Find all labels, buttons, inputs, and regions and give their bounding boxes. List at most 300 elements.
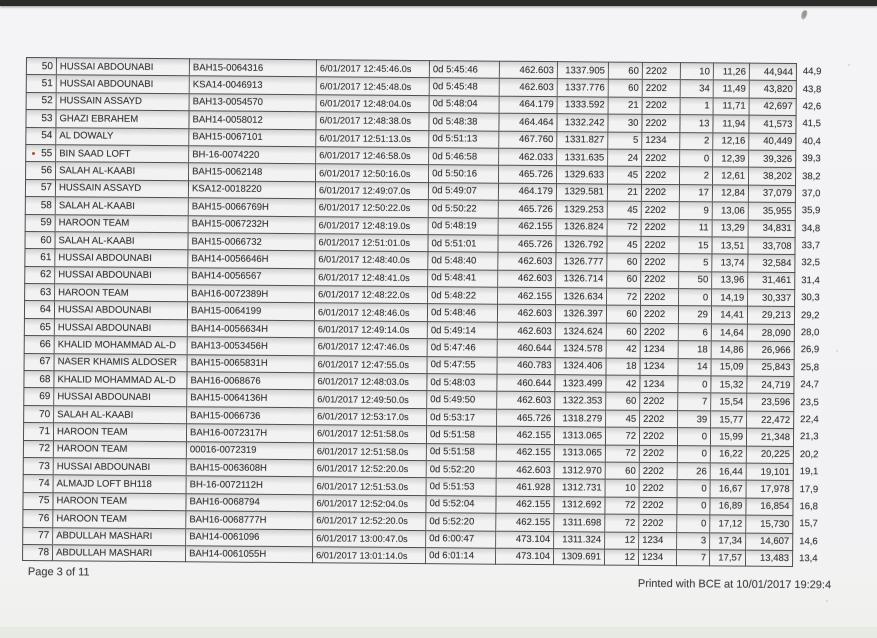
table-cell-num-1: 45 bbox=[608, 166, 642, 184]
table-cell-date-time: 6/01/2017 12:48:03.0s bbox=[314, 372, 427, 390]
table-cell-distance-2: 1326.714 bbox=[556, 270, 607, 288]
table-cell-num-4-clipped: 24,7 bbox=[800, 379, 819, 391]
table-cell-distance-1: 465.726 bbox=[498, 235, 556, 253]
table-cell-fly-time: 0d 5:48:46 bbox=[428, 304, 498, 322]
table-cell-row-no: 75 bbox=[22, 492, 53, 510]
table-cell-num-2: 0 bbox=[678, 480, 711, 498]
table-cell-row-no: 50 bbox=[26, 57, 57, 75]
table-cell-row-no: 74 bbox=[23, 474, 54, 492]
table-cell-distance-1: 460.783 bbox=[498, 356, 556, 374]
table-cell-num-4-clipped: 38,2 bbox=[802, 170, 821, 182]
dust-speck bbox=[800, 9, 809, 20]
table-cell-num-2: 10 bbox=[681, 62, 714, 80]
table-cell-date-time: 6/01/2017 12:48:19.0s bbox=[316, 216, 429, 234]
table-cell-num-3: 14,19 bbox=[712, 288, 748, 306]
table-cell-distance-1: 465.726 bbox=[499, 165, 557, 183]
table-cell-num-1: 18 bbox=[607, 357, 641, 375]
table-cell-fly-time: 0d 6:01:14 bbox=[426, 547, 496, 565]
table-cell-num-2: 1 bbox=[681, 97, 714, 115]
table-cell-band-id: BAH15-0066736 bbox=[187, 406, 314, 424]
table-cell-num-2: 11 bbox=[680, 219, 713, 237]
table-cell-num-4-clipped: 42,6 bbox=[802, 101, 822, 113]
table-cell-distance-2: 1333.592 bbox=[558, 96, 609, 114]
table-cell-fly-time: 0d 5:47:46 bbox=[428, 338, 498, 356]
table-cell-num-3: 11,49 bbox=[714, 80, 750, 98]
table-cell-fly-time: 0d 5:50:22 bbox=[429, 199, 499, 217]
table-cell-distance-1: 467.760 bbox=[499, 130, 557, 148]
table-cell-distance-1: 462.155 bbox=[497, 426, 555, 444]
table-cell-num-4: 21,348 bbox=[747, 428, 794, 446]
table-cell-band-id: BAH13-0054570 bbox=[190, 93, 317, 111]
table-cell-num-1: 21 bbox=[608, 183, 642, 201]
table-cell-date-time: 6/01/2017 12:48:46.0s bbox=[315, 303, 428, 321]
scanned-page bbox=[22, 57, 877, 592]
table-cell-num-4: 19,101 bbox=[747, 463, 794, 481]
table-cell-name: SALAH AL-KAABI bbox=[56, 162, 189, 180]
table-cell-date-time: 6/01/2017 12:53:17.0s bbox=[314, 407, 427, 425]
table-cell-num-2: 29 bbox=[679, 306, 712, 324]
table-cell-distance-2: 1326.792 bbox=[556, 235, 607, 253]
table-cell-date-time: 6/01/2017 12:45:48.0s bbox=[317, 77, 430, 95]
table-cell-code: 2202 bbox=[643, 79, 681, 97]
table-cell-fly-time: 0d 5:48:41 bbox=[428, 269, 498, 287]
table-cell-num-4-clipped: 13,4 bbox=[799, 553, 818, 565]
table-cell-row-no: 59 bbox=[25, 214, 56, 232]
table-cell-fly-time: 0d 5:52:04 bbox=[426, 495, 496, 513]
table-cell-distance-2: 1331.635 bbox=[557, 148, 608, 166]
table-cell-fly-time: 0d 5:48:04 bbox=[430, 95, 500, 113]
table-cell-code: 2202 bbox=[639, 497, 677, 515]
table-cell-band-id: BAH14-0061096 bbox=[186, 528, 313, 546]
table-cell-num-4: 20,225 bbox=[747, 445, 794, 463]
table-cell-num-4-clipped: 33,7 bbox=[801, 240, 821, 252]
table-cell-fly-time: 0d 5:48:19 bbox=[429, 217, 499, 235]
table-cell-row-no: 58 bbox=[25, 196, 56, 214]
table-cell-num-2: 2 bbox=[680, 132, 713, 150]
table-cell-num-1: 42 bbox=[606, 375, 640, 393]
table-cell-date-time: 6/01/2017 12:45:46.0s bbox=[317, 59, 430, 77]
table-cell-name: HAROON TEAM bbox=[54, 440, 187, 458]
table-cell-name: KHALID MOHAMMAD AL-D bbox=[54, 370, 187, 388]
table-cell-num-4: 37,079 bbox=[749, 184, 796, 202]
table-cell-name: HUSSAIN ASSAYD bbox=[57, 92, 190, 110]
table-cell-num-3: 13,29 bbox=[713, 219, 749, 237]
table-cell-num-1: 60 bbox=[607, 322, 641, 340]
table-cell-band-id: BAH16-0068794 bbox=[186, 493, 313, 511]
table-cell-num-4: 29,213 bbox=[748, 306, 795, 324]
table-cell-fly-time: 0d 5:48:40 bbox=[428, 251, 498, 269]
table-cell-distance-2: 1329.633 bbox=[557, 166, 608, 184]
table-cell-num-4-clipped: 15,7 bbox=[799, 518, 818, 530]
table-cell-band-id: BAH15-0066769H bbox=[189, 197, 316, 215]
table-cell-distance-2: 1324.578 bbox=[556, 339, 607, 357]
table-cell-date-time: 6/01/2017 12:47:46.0s bbox=[315, 338, 428, 356]
table-cell-num-1: 12 bbox=[605, 549, 639, 567]
table-cell-date-time: 6/01/2017 13:00:47.0s bbox=[313, 529, 426, 547]
table-cell-num-4: 41,573 bbox=[749, 115, 796, 133]
table-cell-row-no: 66 bbox=[24, 335, 55, 353]
table-cell-num-4: 33,708 bbox=[748, 237, 795, 255]
table-cell-row-no: 77 bbox=[22, 527, 53, 545]
table-cell-num-4: 15,730 bbox=[746, 515, 793, 533]
results-table bbox=[22, 57, 877, 568]
table-cell-num-4-clipped: 40,4 bbox=[802, 135, 821, 147]
table-cell-num-1: 72 bbox=[606, 427, 640, 445]
table-cell-date-time: 6/01/2017 12:51:53.0s bbox=[314, 477, 427, 495]
table-cell-row-no: 55 bbox=[25, 144, 56, 162]
table-cell-num-3: 11,94 bbox=[713, 115, 749, 133]
table-cell-num-4: 30,337 bbox=[748, 289, 795, 307]
table-cell-date-time: 6/01/2017 12:49:50.0s bbox=[314, 390, 427, 408]
table-cell-distance-2: 1326.634 bbox=[556, 287, 607, 305]
table-cell-fly-time: 0d 5:49:14 bbox=[428, 321, 498, 339]
table-cell-date-time: 6/01/2017 12:48:40.0s bbox=[315, 251, 428, 269]
table-cell-name: HUSSAIN ASSAYD bbox=[56, 179, 189, 197]
table-cell-fly-time: 0d 5:47:55 bbox=[428, 356, 498, 374]
table-cell-num-3: 11,71 bbox=[714, 97, 750, 115]
table-cell-num-3: 16,89 bbox=[710, 497, 746, 515]
table-cell-distance-1: 462.603 bbox=[498, 252, 556, 270]
table-cell-num-2: 0 bbox=[678, 427, 711, 445]
table-cell-num-4: 26,966 bbox=[748, 341, 795, 359]
table-cell-code: 2202 bbox=[641, 253, 679, 271]
table-cell-fly-time: 0d 5:53:17 bbox=[427, 408, 497, 426]
table-cell-num-1: 10 bbox=[606, 479, 640, 497]
table-cell-num-1: 60 bbox=[609, 62, 643, 80]
table-cell-name: BIN SAAD LOFT bbox=[56, 144, 189, 162]
table-cell-num-4: 17,978 bbox=[747, 480, 794, 498]
table-cell-fly-time: 0d 5:49:07 bbox=[429, 182, 499, 200]
table-cell-code: 2202 bbox=[641, 323, 679, 341]
table-cell-band-id: BAH14-0061055H bbox=[186, 545, 313, 563]
table-cell-distance-1: 462.603 bbox=[498, 304, 556, 322]
table-cell-num-2: 39 bbox=[678, 410, 711, 428]
table-cell-fly-time: 0d 5:50:16 bbox=[429, 165, 499, 183]
table-cell-distance-1: 462.603 bbox=[497, 391, 555, 409]
table-cell-num-3: 16,44 bbox=[711, 462, 747, 480]
table-cell-date-time: 6/01/2017 12:48:04.0s bbox=[317, 94, 430, 112]
table-cell-date-time: 6/01/2017 12:51:58.0s bbox=[314, 442, 427, 460]
table-cell-code: 2202 bbox=[641, 271, 679, 289]
table-cell-band-id: BAH13-0053456H bbox=[188, 337, 315, 355]
table-cell-num-2: 6 bbox=[679, 323, 712, 341]
table-cell-band-id: BAH15-0064199 bbox=[188, 302, 315, 320]
table-cell-row-no: 52 bbox=[26, 92, 57, 110]
table-cell-num-2: 7 bbox=[677, 549, 710, 567]
table-cell-code: 2202 bbox=[639, 514, 677, 532]
table-cell-distance-2: 1313.065 bbox=[555, 444, 606, 462]
table-cell-distance-2: 1309.691 bbox=[554, 548, 605, 566]
table-cell-code: 2202 bbox=[642, 114, 680, 132]
table-cell-num-4-clipped: 17,9 bbox=[799, 483, 819, 495]
table-cell-name: HAROON TEAM bbox=[55, 283, 188, 301]
table-cell-num-2: 34 bbox=[681, 80, 714, 98]
table-cell-num-3: 17,12 bbox=[710, 515, 746, 533]
table-cell-num-1: 5 bbox=[608, 131, 642, 149]
table-cell-band-id: BAH15-0062148 bbox=[189, 163, 316, 181]
table-cell-name: HAROON TEAM bbox=[53, 509, 186, 527]
table-cell-num-2: 26 bbox=[678, 462, 711, 480]
table-cell-distance-1: 460.644 bbox=[497, 374, 555, 392]
table-cell-row-no: 72 bbox=[23, 440, 54, 458]
table-cell-row-no: 70 bbox=[23, 405, 54, 423]
table-cell-band-id: KSA14-0046913 bbox=[190, 76, 317, 94]
table-cell-distance-1: 462.155 bbox=[498, 287, 556, 305]
table-cell-distance-2: 1337.776 bbox=[558, 79, 609, 97]
table-cell-num-1: 72 bbox=[608, 218, 642, 236]
table-cell-distance-1: 462.603 bbox=[498, 269, 556, 287]
table-cell-num-2: 13 bbox=[680, 114, 713, 132]
table-cell-band-id: BAH14-0058012 bbox=[189, 110, 316, 128]
table-cell-num-4-clipped: 28,0 bbox=[800, 327, 820, 339]
table-cell-code: 2202 bbox=[642, 218, 680, 236]
table-cell-num-4-clipped: 44,9 bbox=[802, 66, 822, 78]
table-cell-distance-1: 465.726 bbox=[499, 200, 557, 218]
table-cell-distance-1: 473.104 bbox=[496, 530, 554, 548]
table-cell-distance-2: 1324.624 bbox=[556, 322, 607, 340]
table-cell-band-id: BAH14-0056634H bbox=[188, 319, 315, 337]
table-cell-num-1: 60 bbox=[607, 270, 641, 288]
table-cell-date-time: 6/01/2017 12:46:58.0s bbox=[316, 146, 429, 164]
table-cell-code: 2202 bbox=[640, 444, 678, 462]
table-cell-num-2: 0 bbox=[678, 445, 711, 463]
table-cell-num-3: 15,54 bbox=[711, 393, 747, 411]
table-cell-fly-time: 0d 5:52:20 bbox=[426, 512, 496, 530]
table-cell-distance-2: 1312.692 bbox=[554, 496, 605, 514]
table-cell-name: HUSSAI ABDOUNABI bbox=[54, 388, 187, 406]
table-cell-distance-1: 462.155 bbox=[496, 495, 554, 513]
table-cell-distance-2: 1311.698 bbox=[554, 513, 605, 531]
table-cell-name: HAROON TEAM bbox=[53, 492, 186, 510]
table-cell-num-1: 30 bbox=[608, 114, 642, 132]
table-cell-num-4-clipped: 41,5 bbox=[802, 118, 822, 130]
table-cell-num-4-clipped: 20,2 bbox=[799, 448, 819, 461]
table-cell-num-1: 72 bbox=[606, 444, 640, 462]
table-cell-fly-time: 0d 6:00:47 bbox=[426, 530, 496, 548]
table-cell-band-id: BAH15-0063608H bbox=[187, 458, 314, 476]
table-cell-band-id: BAH14-0056567 bbox=[188, 267, 315, 285]
table-cell-name: SALAH AL-KAABI bbox=[55, 231, 188, 249]
table-cell-date-time: 6/01/2017 12:51:58.0s bbox=[314, 424, 427, 442]
table-cell-band-id: BAH15-0066732 bbox=[188, 232, 315, 250]
table-cell-num-4-clipped: 26,9 bbox=[800, 344, 820, 356]
table-cell-fly-time: 0d 5:51:58 bbox=[427, 443, 497, 461]
table-cell-name: GHAZI EBRAHEM bbox=[56, 109, 189, 127]
table-cell-num-4-clipped: 25,8 bbox=[800, 361, 820, 374]
table-cell-num-4: 34,831 bbox=[749, 219, 796, 237]
table-cell-num-3: 12,16 bbox=[713, 132, 749, 150]
table-cell-distance-1: 462.603 bbox=[498, 322, 556, 340]
table-cell-num-3: 15,32 bbox=[711, 375, 747, 393]
table-cell-code: 1234 bbox=[642, 131, 680, 149]
table-cell-name: HUSSAI ABDOUNABI bbox=[55, 249, 188, 267]
table-cell-distance-2: 1324.406 bbox=[556, 357, 607, 375]
table-cell-band-id: BAH16-0072389H bbox=[188, 284, 315, 302]
table-cell-num-1: 24 bbox=[608, 149, 642, 167]
table-cell-row-no: 71 bbox=[23, 422, 54, 440]
page-number-label: Page 3 of 11 bbox=[27, 566, 90, 579]
table-cell-date-time: 6/01/2017 12:50:16.0s bbox=[316, 164, 429, 182]
table-cell-num-4-clipped: 30,3 bbox=[801, 292, 820, 304]
table-cell-num-3: 14,41 bbox=[712, 306, 748, 324]
table-cell-distance-2: 1337.905 bbox=[558, 61, 609, 79]
table-cell-num-3: 16,22 bbox=[711, 445, 747, 463]
table-cell-row-no: 65 bbox=[24, 318, 55, 336]
table-cell-num-4-clipped: 37,0 bbox=[801, 188, 821, 200]
table-cell-code: 2202 bbox=[641, 288, 679, 306]
table-cell-num-1: 42 bbox=[607, 340, 641, 358]
table-cell-code: 1234 bbox=[641, 340, 679, 358]
table-cell-row-no: 56 bbox=[25, 161, 56, 179]
table-cell-date-time: 6/01/2017 12:48:41.0s bbox=[315, 268, 428, 286]
table-cell-num-3: 13,06 bbox=[713, 202, 749, 220]
table-cell-distance-2: 1326.824 bbox=[557, 218, 608, 236]
table-cell-code: 1234 bbox=[641, 357, 679, 375]
table-cell-name: SALAH AL-KAABI bbox=[54, 405, 187, 423]
scanner-edge-top bbox=[0, 0, 877, 6]
table-cell-num-4: 39,326 bbox=[749, 150, 796, 168]
table-cell-name: ABDULLAH MASHARI bbox=[53, 544, 186, 562]
table-cell-row-no: 51 bbox=[26, 74, 57, 92]
table-cell-distance-1: 462.033 bbox=[499, 148, 557, 166]
table-cell-distance-2: 1329.253 bbox=[557, 200, 608, 218]
table-cell-fly-time: 0d 5:49:50 bbox=[427, 391, 497, 409]
table-cell-num-4: 13,483 bbox=[746, 550, 793, 568]
table-cell-date-time: 6/01/2017 12:52:20.0s bbox=[313, 511, 426, 529]
table-cell-num-4-clipped: 19,1 bbox=[799, 466, 819, 478]
table-cell-num-3: 17,57 bbox=[710, 549, 746, 567]
table-cell-num-2: 15 bbox=[679, 236, 712, 254]
table-cell-num-4: 40,449 bbox=[749, 132, 796, 150]
table-cell-num-1: 45 bbox=[607, 235, 641, 253]
table-cell-band-id: BAH14-0056646H bbox=[188, 250, 315, 268]
table-cell-code: 2202 bbox=[640, 392, 678, 410]
table-cell-num-3: 11,26 bbox=[714, 62, 750, 80]
table-cell-row-no: 62 bbox=[24, 266, 55, 284]
table-cell-name: HUSSAI ABDOUNABI bbox=[55, 301, 188, 319]
table-cell-row-no: 68 bbox=[23, 370, 54, 388]
table-cell-num-2: 0 bbox=[677, 497, 710, 515]
table-cell-row-no: 61 bbox=[24, 248, 55, 266]
table-cell-num-1: 72 bbox=[607, 288, 641, 306]
table-cell-distance-1: 465.726 bbox=[497, 409, 555, 427]
table-cell-distance-1: 462.603 bbox=[500, 61, 558, 79]
table-cell-num-1: 45 bbox=[606, 409, 640, 427]
table-cell-fly-time: 0d 5:45:46 bbox=[430, 60, 500, 78]
table-cell-num-4: 43,820 bbox=[750, 80, 797, 98]
table-cell-num-4: 32,584 bbox=[748, 254, 795, 272]
table-cell-num-4: 25,843 bbox=[748, 358, 795, 376]
table-cell-band-id: BAH16-0072317H bbox=[187, 423, 314, 441]
table-cell-code: 2202 bbox=[641, 305, 679, 323]
table-cell-num-4: 38,202 bbox=[749, 167, 796, 185]
table-cell-distance-1: 462.603 bbox=[500, 78, 558, 96]
table-cell-num-1: 60 bbox=[607, 253, 641, 271]
table-cell-name: HUSSAI ABDOUNABI bbox=[54, 457, 187, 475]
table-cell-fly-time: 0d 5:51:13 bbox=[429, 130, 499, 148]
table-cell-band-id: BAH15-0067232H bbox=[189, 215, 316, 233]
table-cell-date-time: 6/01/2017 12:52:04.0s bbox=[313, 494, 426, 512]
table-cell-code: 2202 bbox=[643, 62, 681, 80]
table-cell-num-1: 45 bbox=[608, 201, 642, 219]
table-cell-fly-time: 0d 5:51:53 bbox=[427, 478, 497, 496]
table-cell-row-no: 73 bbox=[23, 457, 54, 475]
table-cell-row-no: 60 bbox=[24, 231, 55, 249]
table-cell-name: HUSSAI ABDOUNABI bbox=[57, 57, 190, 75]
table-cell-num-2: 18 bbox=[679, 340, 712, 358]
table-cell-date-time: 6/01/2017 12:47:55.0s bbox=[315, 355, 428, 373]
table-cell-num-3: 13,74 bbox=[712, 254, 748, 272]
table-cell-date-time: 6/01/2017 12:50:22.0s bbox=[316, 198, 429, 216]
table-cell-num-4: 22,472 bbox=[747, 410, 794, 428]
table-cell-distance-1: 461.928 bbox=[497, 478, 555, 496]
table-cell-band-id: BAH15-0065831H bbox=[188, 354, 315, 372]
table-cell-distance-1: 464.179 bbox=[500, 96, 558, 114]
table-cell-name: HUSSAI ABDOUNABI bbox=[55, 266, 188, 284]
table-cell-fly-time: 0d 5:46:58 bbox=[429, 147, 499, 165]
table-cell-num-4-clipped: 34,8 bbox=[801, 222, 821, 234]
table-cell-num-4-clipped: 22,4 bbox=[800, 414, 819, 426]
table-cell-row-no: 67 bbox=[24, 353, 55, 371]
table-cell-num-2: 2 bbox=[680, 166, 713, 184]
table-cell-num-3: 15,99 bbox=[711, 428, 747, 446]
table-cell-distance-1: 473.104 bbox=[496, 548, 554, 566]
dust-speck bbox=[826, 600, 828, 602]
table-cell-name: HAROON TEAM bbox=[56, 214, 189, 232]
table-cell-num-1: 60 bbox=[607, 305, 641, 323]
table-cell-name: ALMAJD LOFT BH118 bbox=[54, 475, 187, 493]
table-cell-fly-time: 0d 5:51:01 bbox=[428, 234, 498, 252]
table-cell-date-time: 6/01/2017 12:51:01.0s bbox=[315, 233, 428, 251]
table-cell-band-id: BH-16-0072112H bbox=[187, 476, 314, 494]
table-cell-num-4-clipped: 29,2 bbox=[800, 309, 820, 321]
table-cell-date-time: 6/01/2017 12:49:07.0s bbox=[316, 181, 429, 199]
table-cell-distance-1: 462.155 bbox=[499, 217, 557, 235]
table-cell-distance-2: 1318.279 bbox=[555, 409, 606, 427]
table-cell-code: 1234 bbox=[639, 549, 677, 567]
table-cell-fly-time: 0d 5:51:58 bbox=[427, 425, 497, 443]
table-cell-date-time: 6/01/2017 13:01:14.0s bbox=[313, 546, 426, 564]
table-cell-num-4-clipped: 23,5 bbox=[800, 396, 819, 408]
table-cell-code: 2202 bbox=[643, 97, 681, 115]
table-cell-num-4: 14,607 bbox=[746, 532, 793, 550]
table-cell-distance-2: 1323.499 bbox=[555, 374, 606, 392]
table-cell-row-no: 76 bbox=[22, 509, 53, 527]
table-cell-num-2: 9 bbox=[680, 201, 713, 219]
table-cell-num-4: 28,090 bbox=[748, 324, 795, 342]
table-cell-band-id: BAH16-0068676 bbox=[187, 371, 314, 389]
table-cell-code: 2202 bbox=[641, 236, 679, 254]
table-cell-num-4-clipped: 43,8 bbox=[802, 83, 822, 95]
table-cell-num-4-clipped: 35,9 bbox=[801, 205, 821, 217]
table-cell-num-4-clipped: 39,3 bbox=[802, 153, 821, 165]
table-cell-date-time: 6/01/2017 12:52:20.0s bbox=[314, 459, 427, 477]
table-cell-distance-2: 1311.324 bbox=[554, 531, 605, 549]
table-cell-band-id: BAH15-0064136H bbox=[187, 389, 314, 407]
table-cell-distance-1: 462.155 bbox=[497, 443, 555, 461]
table-cell-num-2: 14 bbox=[679, 358, 712, 376]
table-cell-band-id: BAH16-0068777H bbox=[186, 510, 313, 528]
scanner-edge-bottom bbox=[0, 626, 877, 638]
table-cell-distance-1: 462.603 bbox=[497, 461, 555, 479]
table-cell-code: 2202 bbox=[640, 427, 678, 445]
table-cell-code: 2202 bbox=[642, 184, 680, 202]
table-cell-band-id: KSA12-0018220 bbox=[189, 180, 316, 198]
table-cell-fly-time: 0d 5:52:20 bbox=[427, 460, 497, 478]
table-cell-date-time: 6/01/2017 12:48:22.0s bbox=[315, 285, 428, 303]
table-cell-distance-2: 1322.353 bbox=[555, 392, 606, 410]
table-cell-name: HAROON TEAM bbox=[54, 422, 187, 440]
